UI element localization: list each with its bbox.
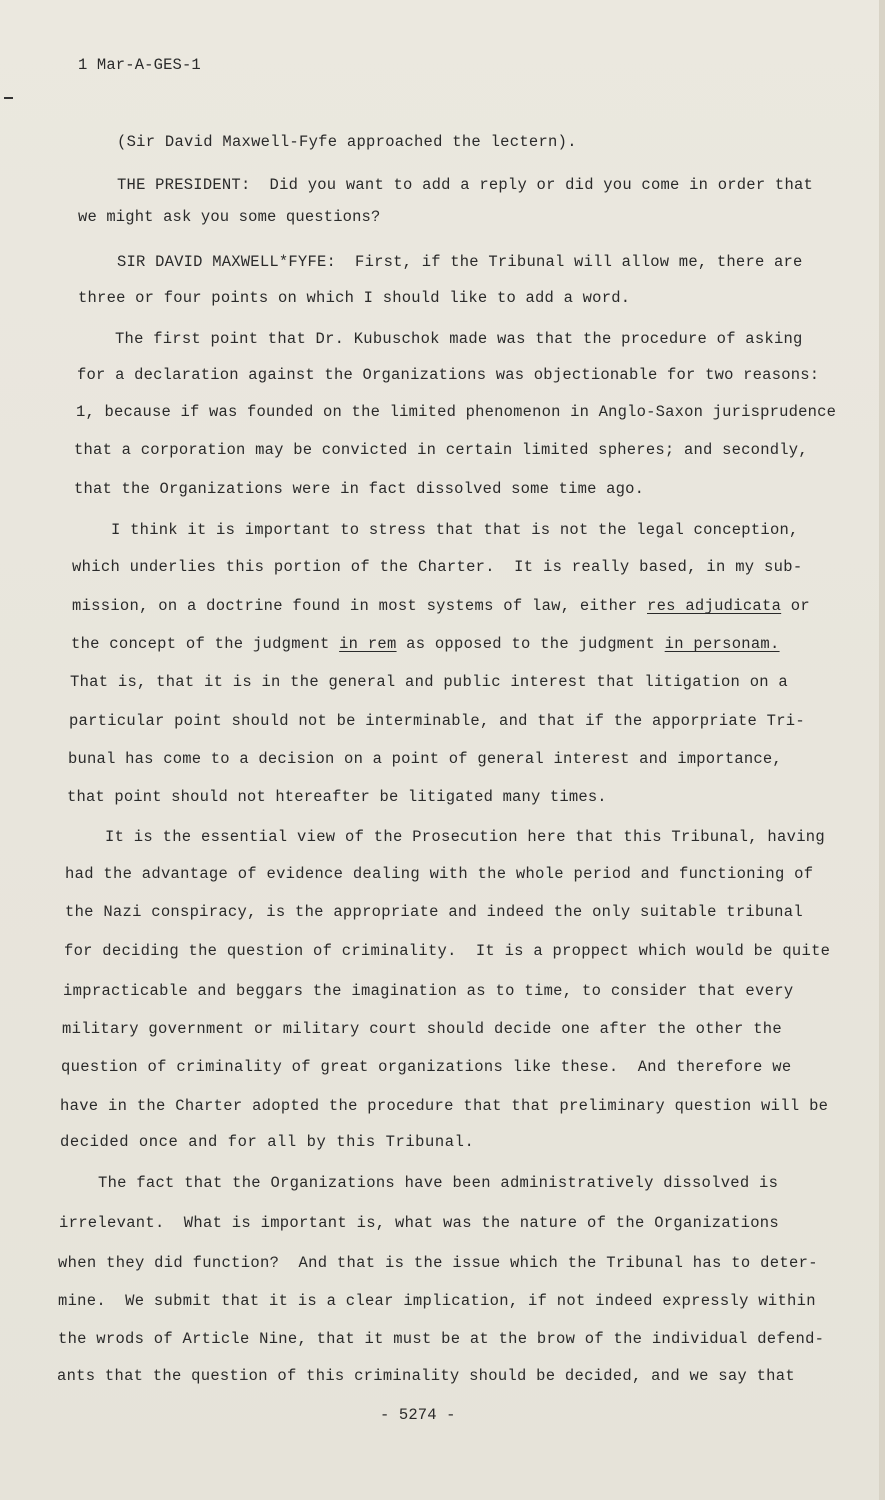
text-line: that a corporation may be convicted in certain limited spheres; and secondly,: [74, 441, 808, 459]
text-line: 1, because if was founded on the limited phenomenon in Anglo-Saxon jurisprudence: [76, 403, 837, 421]
text-line: [72, 597, 810, 615]
text-segment: mission, on a doctrine found in most systems of law, either: [72, 597, 647, 615]
text-line: military government or military court should decide one after the other the: [62, 1020, 783, 1038]
text-segment: or: [781, 597, 810, 615]
underlined-term: in personam.: [664, 635, 780, 653]
text-line: had the advantage of evidence dealing with the whole period and functioning of: [65, 865, 814, 883]
text-line: that the Organizations were in fact dissolved some time ago.: [74, 480, 645, 498]
text-line: The first point that Dr. Kubuschok made was that the procedure of asking: [115, 330, 803, 348]
text-line: mine. We submit that it is a clear implication, if not indeed expressly within: [58, 1292, 816, 1310]
text-line: question of criminality of great organizations like these. And therefore we: [61, 1058, 792, 1076]
text-line: The fact that the Organizations have been administratively dissolved is: [98, 1174, 779, 1192]
text-line: we might ask you some questions?: [78, 208, 381, 226]
text-line: I think it is important to stress that that is not the legal conception,: [111, 521, 799, 539]
margin-mark: [4, 97, 13, 99]
text-line: THE PRESIDENT: Did you want to add a reply or did you come in order that: [117, 176, 814, 194]
underlined-term: in rem: [339, 635, 397, 653]
text-line: three or four points on which I should like to add a word.: [78, 289, 631, 307]
text-line: for a declaration against the Organizations was objectionable for two reasons:: [77, 366, 820, 384]
text-line: which underlies this portion of the Charter. It is really based, in my sub-: [72, 558, 803, 576]
text-line: It is the essential view of the Prosecution here that this Tribunal, having: [105, 828, 826, 846]
document-reference: 1 Mar-A-GES-1: [78, 56, 201, 74]
text-segment: as opposed to the judgment: [396, 635, 665, 653]
text-segment: the concept of the judgment: [71, 635, 340, 653]
text-line: [71, 635, 780, 653]
text-line: particular point should not be interminable, and that if the apporpriate Tri-: [69, 712, 805, 730]
text-line: (Sir David Maxwell-Fyfe approached the lectern).: [117, 133, 577, 151]
text-line: the Nazi conspiracy, is the appropriate and indeed the only suitable tribunal: [65, 903, 803, 921]
text-line: have in the Charter adopted the procedure that that preliminary question will be: [60, 1097, 829, 1115]
text-line: for deciding the question of criminality. It is a proppect which would be quite: [64, 942, 831, 960]
text-line: That is, that it is in the general and public interest that litigation on a: [70, 673, 788, 691]
text-line: when they did function? And that is the issue which the Tribunal has to deter-: [58, 1254, 818, 1272]
text-line: that point should not htereafter be litigated many times.: [67, 788, 607, 806]
text-line: decided once and for all by this Tribunal.: [60, 1133, 475, 1151]
text-line: irrelevant. What is important is, what was the nature of the Organizations: [59, 1214, 780, 1232]
underlined-term: res adjudicata: [647, 597, 782, 615]
text-line: impracticable and beggars the imagination as to time, to consider that every: [63, 982, 794, 1000]
text-line: bunal has come to a decision on a point of general interest and importance,: [68, 750, 782, 768]
text-line: the wrods of Article Nine, that it must be at the brow of the individual defend-: [58, 1330, 825, 1348]
page-number: - 5274 -: [380, 1406, 456, 1424]
text-line: ants that the question of this criminality should be decided, and we say that: [57, 1367, 795, 1385]
text-line: SIR DAVID MAXWELL*FYFE: First, if the Tribunal will allow me, there are: [117, 253, 803, 271]
